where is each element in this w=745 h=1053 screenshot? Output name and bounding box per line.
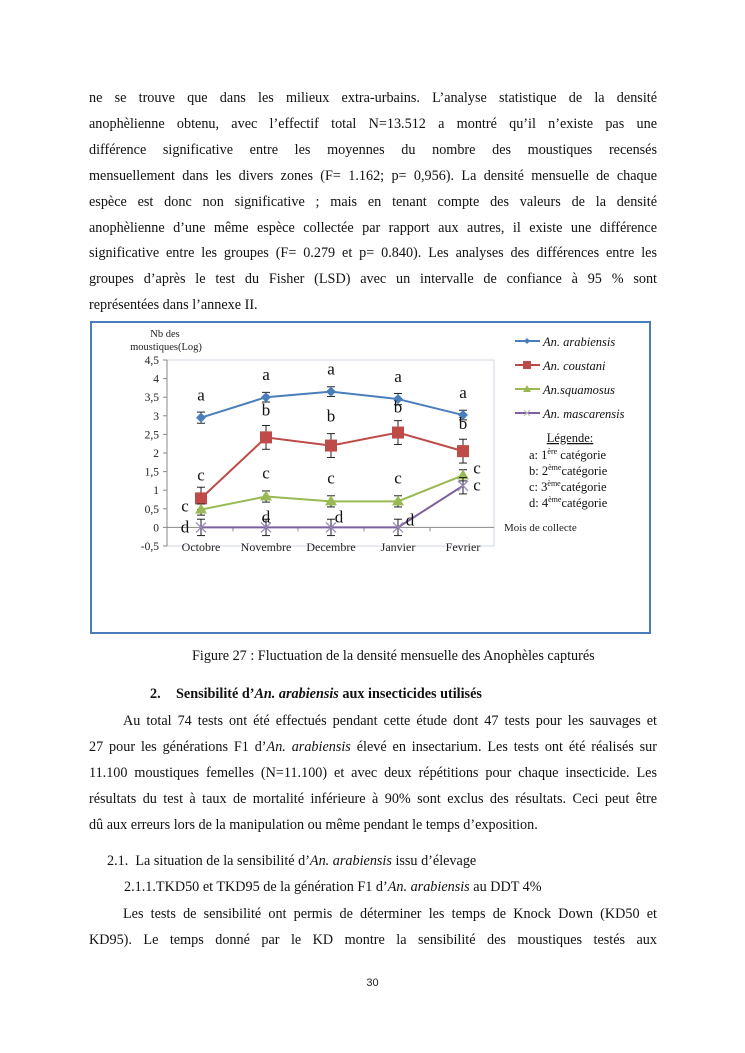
category-letter: a [262,365,270,385]
paragraph-intro [89,86,657,319]
figure-caption: Figure 27 : Fluctuation de la densité mensuelle des Anophèles capturés [192,648,595,664]
y-tick-label: 2,5 [144,429,159,442]
legend-label: An. arabiensis [543,335,616,349]
species-name: An. arabiensis [266,738,351,755]
text-line [89,735,657,761]
x-axis-title: Mois de collecte [504,522,577,534]
section-title-species: An. arabiensis [254,686,339,702]
text-line: groupes d’après le test du Fisher (LSD) avec un intervalle de confiance à 95 % sont [89,271,657,288]
subsection-heading-2-1 [107,853,476,870]
legend-marker [523,361,531,369]
category-letter: d [405,510,415,530]
species-name: An. arabiensis [309,853,392,869]
y-tick-label: 1,5 [144,466,159,479]
subsection-number: 2.1. [107,853,129,869]
legend-key-item: b: 2èmecatégorie [529,463,608,478]
category-letter: c [327,468,335,488]
marker-square [195,492,207,504]
category-letter: c [197,465,205,485]
x-category-label: Octobre [181,540,221,554]
marker-square [325,440,337,452]
text-line: mensuellement dans les divers zones (F= 1.162; p= 0,956). La densité mensuelle de chaque [89,167,657,184]
marker-square [260,431,272,443]
subsection-text: La situation de la sensibilité d’ [135,853,310,869]
text-line: Au total 74 tests ont été effectués pendant cette étude dont 47 tests pour les sauvages et [123,713,657,729]
text-fragment: 27 pour les générations F1 d’ [89,738,267,755]
y-tick-label: 4,5 [144,355,159,367]
text-line: anophèlienne d’une même espèce collectée par rapport aux autres, il existe une différence [89,219,657,236]
legend-key-item: c: 3èmecatégorie [529,479,607,494]
y-axis-title: moustiques(Log) [130,342,202,353]
y-tick-label: 3 [153,410,159,423]
text-line: représentées dans l’annexe II. [89,297,258,314]
subsection-heading-2-1-1 [124,879,542,896]
figure-27-frame [90,321,651,634]
legend-marker [524,338,530,344]
section-title-prefix: Sensibilité d’ [176,686,255,702]
y-tick-label: 4 [153,373,159,386]
category-letter: a [197,385,205,405]
category-letter: b [393,397,403,417]
category-letter: c [473,458,481,478]
x-category-label: Fevrier [445,540,481,554]
legend-label: An. mascarensis [543,407,625,421]
x-category-label: Decembre [306,540,356,554]
species-name: An. arabiensis [387,879,470,895]
legend-key-item: a: 1ère catégorie [529,447,607,462]
x-category-label: Janvier [380,540,416,554]
y-tick-label: 1 [153,485,159,498]
section-title-suffix: aux insecticides utilisés [338,686,482,702]
text-line: KD95). Le temps donné par le KD montre la sensibilité des moustiques testés aux [89,931,657,948]
text-line: résultats du test à taux de mortalité inférieure à 90% sont exclus des résultats. Ceci peut être [89,790,657,807]
y-tick-label: 0,5 [144,503,159,516]
category-letter: a [327,359,335,379]
legend-key-title: Légende: [546,431,594,445]
paragraph-tests [89,709,657,839]
subsection-text: issu d’élevage [391,853,477,869]
y-axis-title: Nb des [150,329,180,340]
legend-label: An.squamosus [543,383,615,397]
category-letter: b [326,406,336,426]
category-letter: a [394,367,402,387]
legend-key-item: d: 4èmecatégorie [529,495,608,510]
category-letter: d [180,517,190,537]
legend-label: An. coustani [543,359,606,373]
y-tick-label: 3,5 [144,392,159,405]
category-letter: c [181,496,189,516]
category-letter: c [262,463,270,483]
section-number: 2. [150,686,161,702]
page-number: 30 [366,977,379,989]
subsection-text: au DDT 4% [469,879,542,895]
text-line: dû aux erreurs lors de la manipulation ou même pendant le temps d’exposition. [89,816,538,833]
paragraph-knockdown [89,902,657,954]
subsection-number: 2.1.1. [124,879,156,895]
category-letter: b [261,400,271,420]
text-line: espèce est donc non significative ; mais en tenant compte des valeurs de la densité [89,193,657,210]
text-line: différence significative entre les moyennes du nombre des moustiques recensés [89,141,657,158]
category-letter: d [261,507,271,527]
text-fragment: élevé en insectarium. Les tests ont été réalisés sur [350,738,658,755]
text-line: significative entre les groupes (F= 0.279 et p= 0.840). Les analyses des différences entre les [89,245,657,262]
y-tick-label: 2 [153,448,159,460]
category-letter: a [459,383,467,403]
x-category-label: Novembre [240,540,292,554]
marker-square [457,445,469,457]
y-tick-label: -0,5 [140,541,159,553]
category-letter: c [394,468,402,488]
marker-diamond [326,387,336,397]
marker-triangle [260,491,272,501]
text-line: ne se trouve que dans les milieux extra-urbains. L’analyse statistique de la densité [89,90,657,106]
subsection-text: TKD50 et TKD95 de la génération F1 d’ [155,879,388,895]
category-letter: b [458,414,468,434]
y-tick-label: 0 [153,522,159,535]
line-chart [92,323,649,632]
section-heading-2 [150,686,482,703]
category-letter: c [473,475,481,495]
text-line: anophèlienne obtenu, avec l’effectif total N=13.512 a montré qu’il n’existe pas une [89,115,657,132]
text-line: 11.100 moustiques femelles (N=11.100) et avec deux répétitions pour chaque insecticide. Les [89,764,657,781]
marker-square [392,427,404,439]
marker-diamond [196,413,206,423]
category-letter: d [334,507,344,527]
text-line: Les tests de sensibilité ont permis de déterminer les temps de Knock Down (KD50 et [123,906,657,922]
